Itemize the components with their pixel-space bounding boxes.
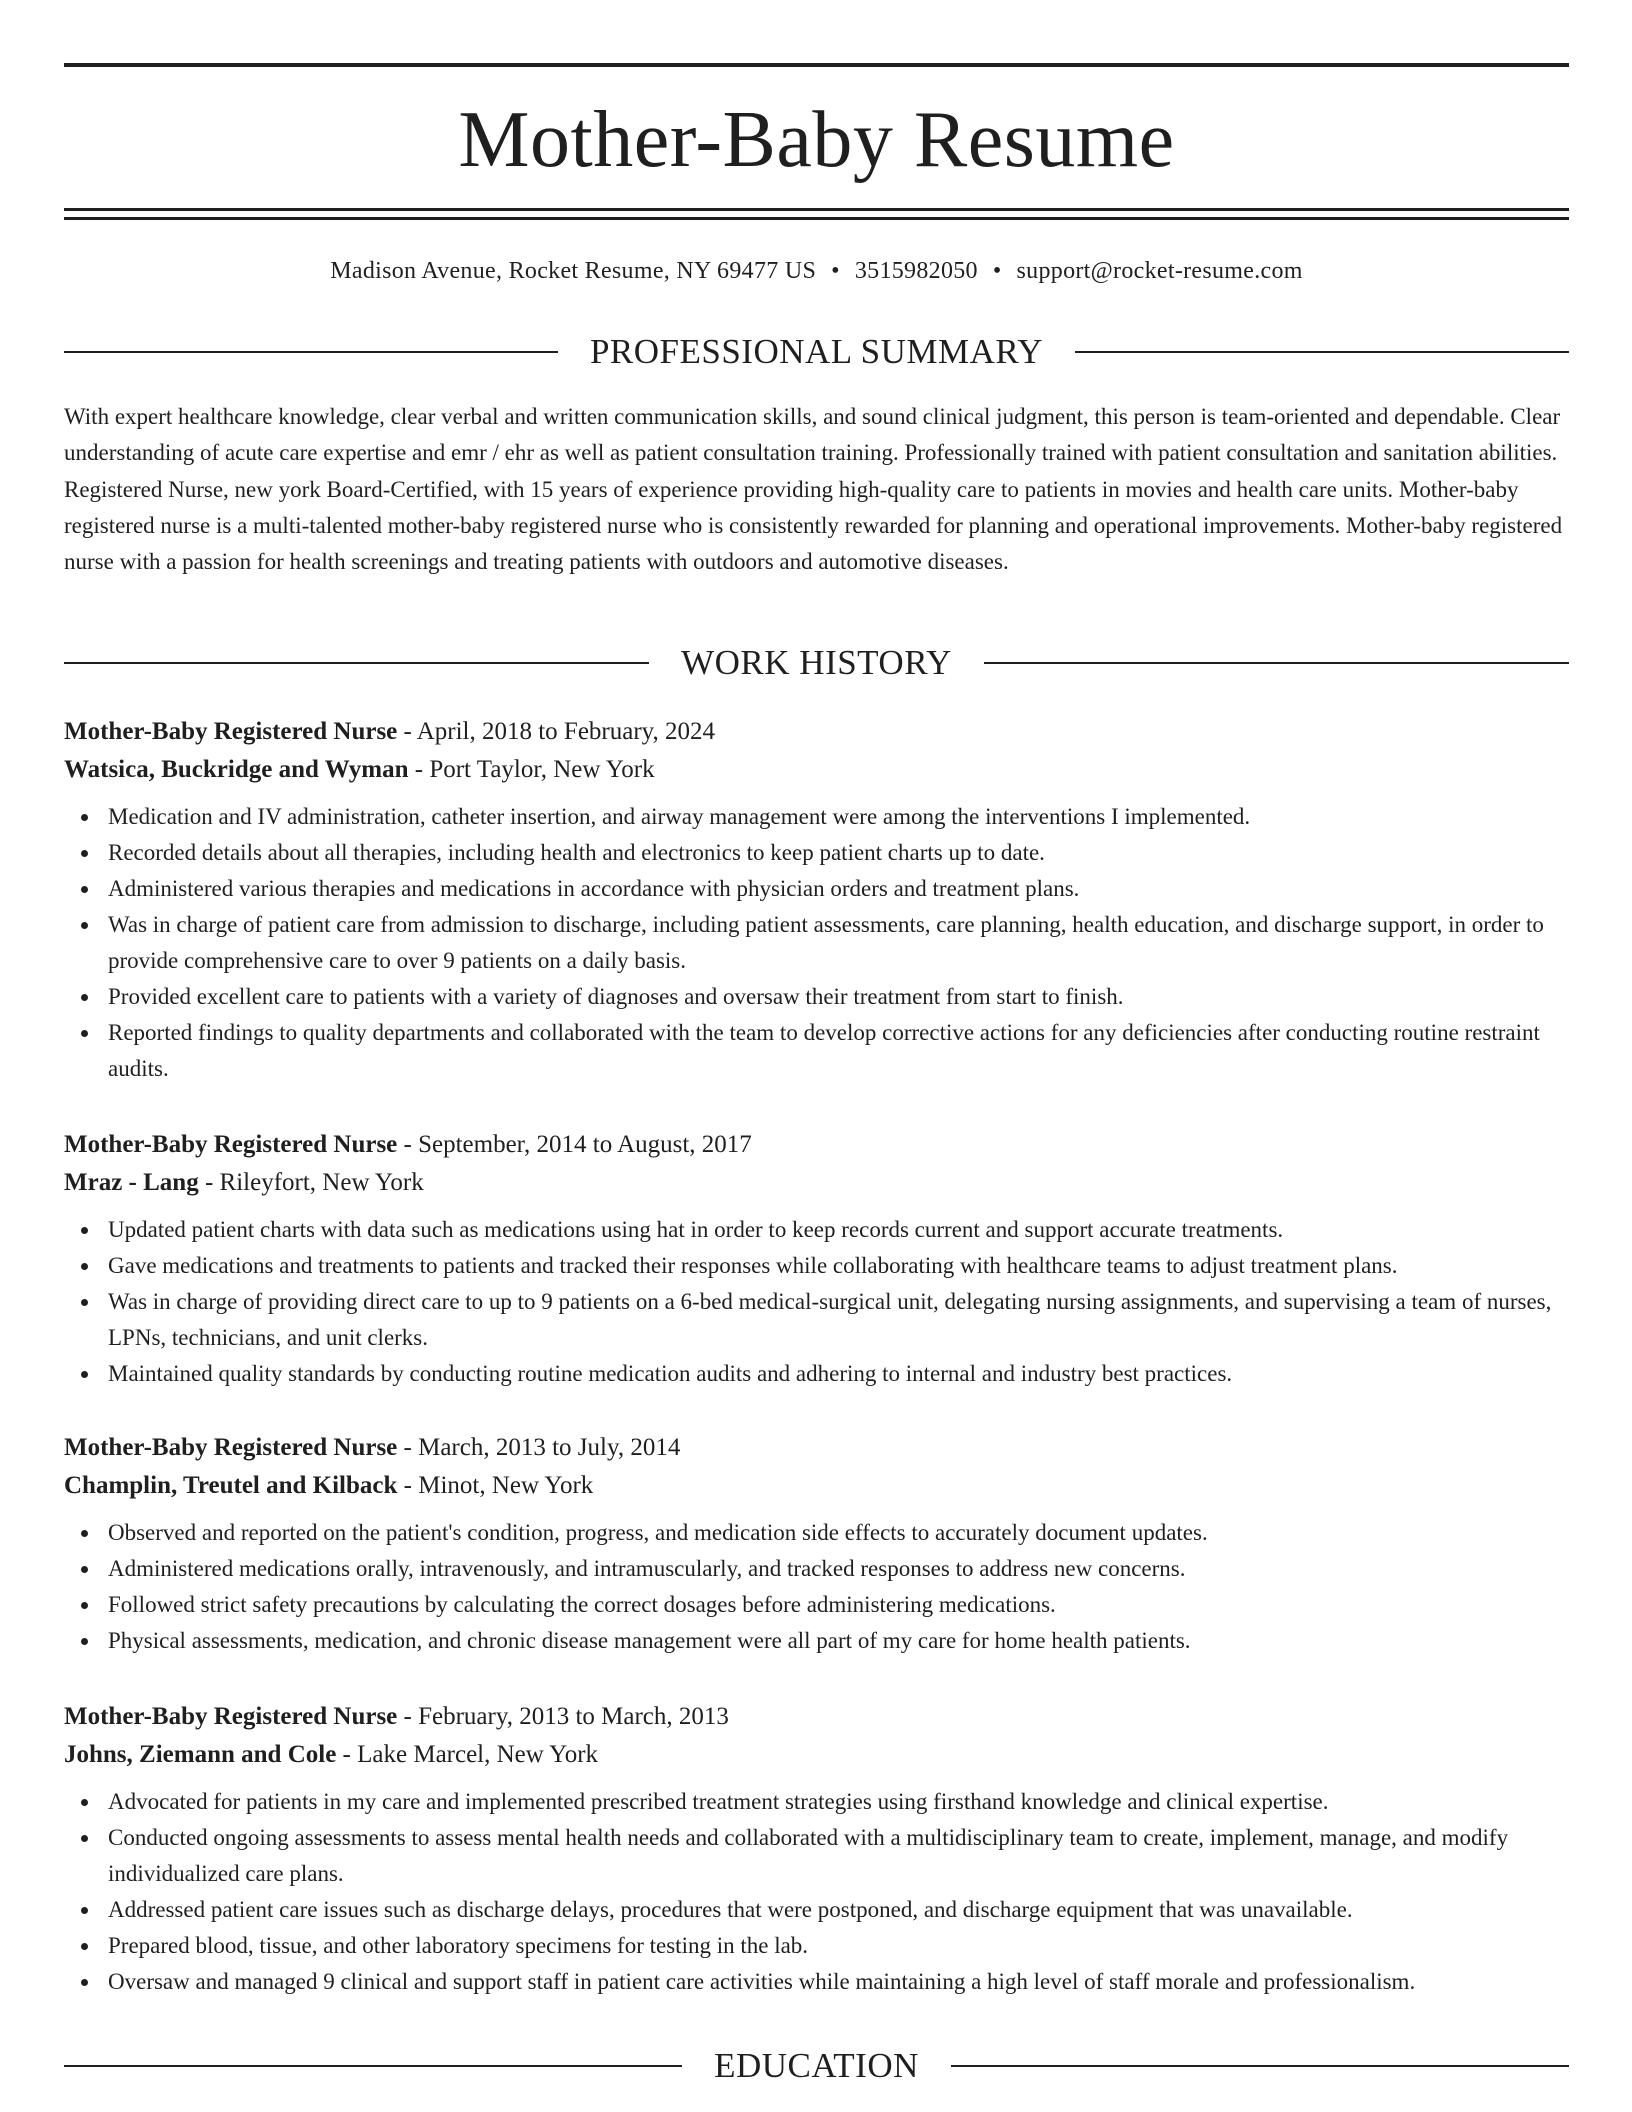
section-heading-summary — [64, 328, 1569, 376]
job-location: - Lake Marcel, New York — [336, 1741, 599, 1768]
section-heading-label: EDUCATION — [714, 2046, 919, 2085]
contact-phone: 3515982050 — [854, 258, 978, 284]
section-heading-label: PROFESSIONAL SUMMARY — [589, 332, 1044, 371]
job-bullet: Administered medications orally, intravenously, and intramuscularly, and tracked responses to address new concerns. — [108, 1551, 1569, 1587]
job-title-line — [64, 713, 1569, 751]
heading-rule-right — [951, 2065, 1569, 2067]
job-title-line — [64, 1429, 1569, 1467]
job-bullets — [64, 1212, 1569, 1392]
contact-separator: • — [992, 258, 1002, 284]
job-bullet: Conducted ongoing assessments to assess mental health needs and collaborated with a multidisciplinary team to create, implement, manage, and modify individualized care plans. — [108, 1820, 1569, 1892]
job-bullet: Administered various therapies and medications in accordance with physician orders and treatment plans. — [108, 871, 1569, 907]
job-title-line — [64, 1126, 1569, 1164]
heading-rule-left — [64, 662, 649, 664]
top-rule — [64, 63, 1569, 67]
contact-address: Madison Avenue, Rocket Resume, NY 69477 US — [330, 258, 817, 284]
job-bullet: Recorded details about all therapies, including health and electronics to keep patient charts up to date. — [108, 835, 1569, 871]
job-entry — [64, 1698, 1569, 2000]
job-bullet: Was in charge of providing direct care to up to 9 patients on a 6-bed medical-surgical unit, delegating nursing assignments, and supervising a team of nurses, LPNs, technicians, and unit clerks. — [108, 1284, 1569, 1356]
summary-paragraph: With expert healthcare knowledge, clear verbal and written communication skills, and sound clinical judgment, this person is team-oriented and dependable. Clear understanding of acute care expertise and emr / ehr as well as patient consultation training. Professionally trained with patient consultation and sanitation abilities. Registered Nurse, new york Board-Certified, with 15 years of experience providing high-quality care to patients in movies and health care units. Mother-baby registered nurse is a multi-talented mother-baby registered nurse who is consistently rewarded for planning and operational improvements. Mother-baby registered nurse with a passion for health screenings and treating patients with outdoors and automotive diseases. — [64, 404, 1563, 575]
job-entry — [64, 1126, 1569, 1392]
job-title: Mother-Baby Registered Nurse — [64, 1703, 398, 1730]
job-title-line — [64, 1698, 1569, 1736]
job-entry — [64, 1429, 1569, 1659]
section-heading-label: WORK HISTORY — [681, 643, 952, 682]
job-bullet: Updated patient charts with data such as medications using hat in order to keep records current and support accurate treatments. — [108, 1212, 1569, 1248]
job-bullet: Physical assessments, medication, and chronic disease management were all part of my care for home health patients. — [108, 1623, 1569, 1659]
heading-rule-right — [1075, 351, 1569, 353]
job-bullet: Observed and reported on the patient's condition, progress, and medication side effects to accurately document updates. — [108, 1515, 1569, 1551]
job-bullets — [64, 1515, 1569, 1659]
contact-email: support@rocket-resume.com — [1016, 258, 1303, 284]
job-bullets — [64, 1784, 1569, 2000]
job-company-line — [64, 1164, 1569, 1202]
job-company-line — [64, 751, 1569, 789]
job-dates: - April, 2018 to February, 2024 — [397, 718, 716, 745]
contact-line — [64, 253, 1569, 289]
contact-separator: • — [831, 258, 840, 284]
job-bullet: Maintained quality standards by conducting routine medication audits and adhering to internal and industry best practices. — [108, 1356, 1569, 1392]
job-bullet: Oversaw and managed 9 clinical and support staff in patient care activities while maintaining a high level of staff morale and professionalism. — [108, 1964, 1569, 2000]
job-dates: - March, 2013 to July, 2014 — [397, 1434, 681, 1461]
job-bullet: Provided excellent care to patients with a variety of diagnoses and oversaw their treatment from start to finish. — [108, 979, 1569, 1015]
job-company-line — [64, 1736, 1569, 1774]
job-bullet: Prepared blood, tissue, and other laboratory specimens for testing in the lab. — [108, 1928, 1569, 1964]
job-bullet: Reported findings to quality departments and collaborated with the team to develop corrective actions for any deficiencies after conducting routine restraint audits. — [108, 1015, 1569, 1087]
job-bullet: Advocated for patients in my care and implemented prescribed treatment strategies using firsthand knowledge and clinical expertise. — [108, 1784, 1569, 1820]
title-rule-upper — [64, 208, 1569, 211]
job-title: Mother-Baby Registered Nurse — [64, 1434, 398, 1461]
job-company: Johns, Ziemann and Cole — [64, 1741, 337, 1768]
job-location: - Minot, New York — [397, 1472, 594, 1499]
job-location: - Port Taylor, New York — [408, 756, 655, 783]
title-rule-lower — [64, 217, 1569, 220]
job-bullet: Followed strict safety precautions by calculating the correct dosages before administering medications. — [108, 1587, 1569, 1623]
job-company: Watsica, Buckridge and Wyman — [64, 756, 409, 783]
job-company-line — [64, 1467, 1569, 1505]
heading-rule-right — [984, 662, 1569, 664]
job-dates: - September, 2014 to August, 2017 — [397, 1131, 752, 1158]
job-dates: - February, 2013 to March, 2013 — [397, 1703, 729, 1730]
page-title: Mother-Baby Resume — [458, 96, 1175, 184]
heading-rule-left — [64, 2065, 682, 2067]
job-title: Mother-Baby Registered Nurse — [64, 1131, 398, 1158]
job-bullet: Medication and IV administration, catheter insertion, and airway management were among the interventions I implemented. — [108, 799, 1569, 835]
heading-rule-left — [64, 351, 558, 353]
section-heading-education — [64, 2042, 1569, 2090]
job-bullets — [64, 799, 1569, 1087]
job-location: - Rileyfort, New York — [198, 1169, 424, 1196]
job-title: Mother-Baby Registered Nurse — [64, 718, 398, 745]
section-heading-work-history — [64, 639, 1569, 687]
job-company: Champlin, Treutel and Kilback — [64, 1472, 398, 1499]
job-company: Mraz - Lang — [64, 1169, 199, 1196]
job-bullet: Gave medications and treatments to patients and tracked their responses while collaborating with healthcare teams to adjust treatment plans. — [108, 1248, 1569, 1284]
job-entry — [64, 713, 1569, 1087]
job-bullet: Was in charge of patient care from admission to discharge, including patient assessments, care planning, health education, and discharge support, in order to provide comprehensive care to over 9 patients on a daily basis. — [108, 907, 1569, 979]
job-bullet: Addressed patient care issues such as discharge delays, procedures that were postponed, and discharge equipment that was unavailable. — [108, 1892, 1569, 1928]
